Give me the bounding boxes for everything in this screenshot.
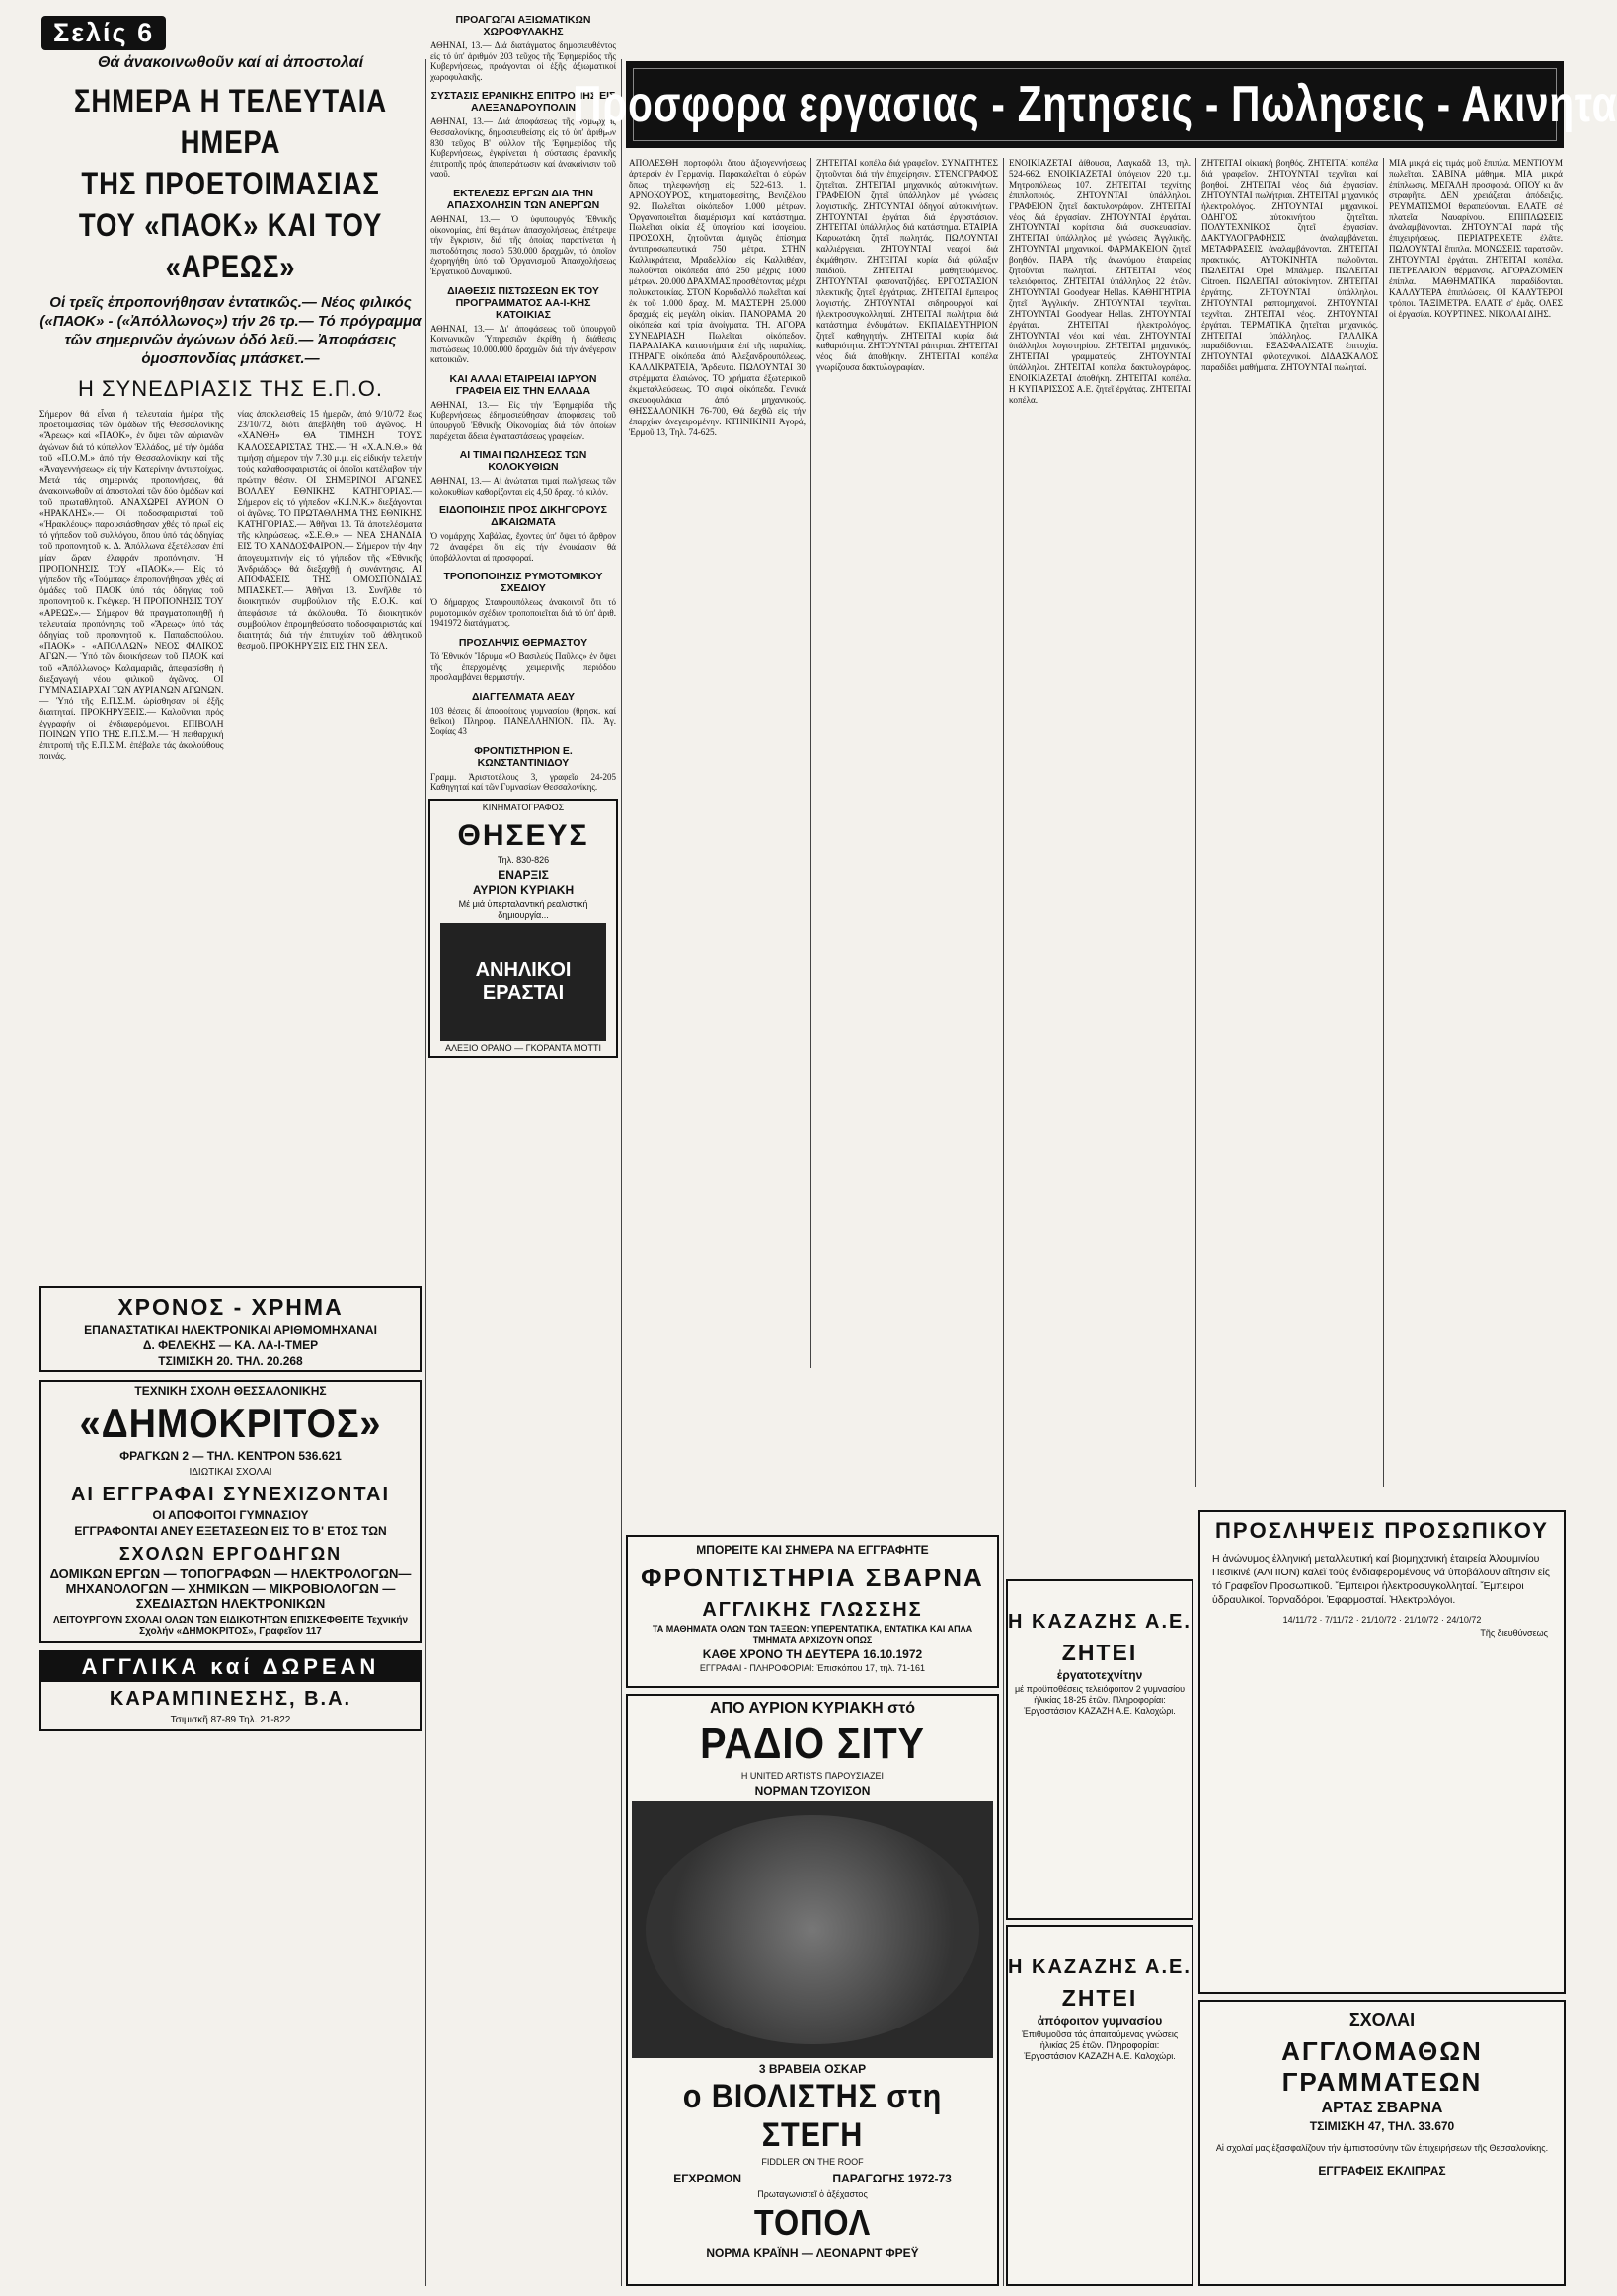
sbarna-body: ΤΑ ΜΑΘΗΜΑΤΑ ΟΛΩΝ ΤΩΝ ΤΑΞΕΩΝ: ΥΠΕΡΕΝΤΑΤΙΚΑ, ΕΝΤΑΤΙΚΑ ΚΑΙ ΑΠΛΑ ΤΜΗΜΑΤΑ ΑΡΧΙΖΟΥΝ ΟΠΩΣ [652,1624,973,1645]
english-bar: ΑΓΓΛΙΚΑ καί ΔΩΡΕΑΝ [41,1652,420,1682]
radio-name: ΡΑΔΙΟ ΣΙΤΥ [700,1720,925,1768]
radio-meta [628,2170,997,2187]
classifieds-text-2: ΖΗΤΕΙΤΑΙ κοπέλα διά γραφεῖον. ΣΥΝΑΙΤΗΤΕΣ ζητοῦνται διά τήν ἐπιχείρησιν. ΣΤΕΝΟΓΡΑΦΟΣ ζητεῖται. ΖΗΤΕΙΤΑΙ μηχανικός αὐτοκινήτων. ΓΡΑΦΕΙΟΝ ζητεῖ ὑπάλληλον μέ γνώσεις λογιστικῆς. ΖΗΤΟΥΝΤΑΙ ὁδηγοί αὐτοκινήτων. ΖΗΤΟΥΝΤΑΙ ἐργάται διά ἐργοστάσιον. ΖΗΤΕΙΤΑΙ ὑπάλληλος διά κατάστημα. ΕΤΑΙΡΙΑ Καρυωτάκη ζητεῖ πωλητάς. ΠΩΛΟΥΝΤΑΙ καλλιέργειαι. ΖΗΤΟΥΝΤΑΙ νεαροί διά ἐκμάθησιν. ΖΗΤΕΙΤΑΙ κυρία διά φύλαξιν παιδιοῦ. ΖΗΤΕΙΤΑΙ μαθητευόμενος. ΖΗΤΟΥΝΤΑΙ φασονατζήδες. ΕΡΓΟΣΤΑΣΙΟΝ πλεκτικῆς ζητεῖ ἐργάτριας. ΖΗΤΕΙΤΑΙ ἔμπειρος λογιστής. ΖΗΤΟΥΝΤΑΙ σιδηρουργοί καί ἠλεκτροσυγκολληταί. ΖΗΤΕΙΤΑΙ πωλήτρια διά κατάστημα ἐνδυμάτων. ΕΚΠΑΙΔΕΥΤΗΡΙΟΝ ζητεῖ καθηγητήν. ΖΗΤΕΙΤΑΙ κυρία διά καθαριότητα. ΖΗΤΟΥΝΤΑΙ ράπτριαι. ΖΗΤΕΙΤΑΙ νέος διά ἀποθήκην. ΖΗΤΕΙΤΑΙ κοπέλα γνωρίζουσα δακτυλογραφίαν. [816,158,998,373]
cinema-poster: ΑΝΗΛΙΚΟΙ ΕΡΑΣΤΑΙ [440,923,606,1041]
demo-top: ΤΕΧΝΙΚΗ ΣΧΟΛΗ ΘΕΣΣΑΛΟΝΙΚΗΣ [134,1384,327,1398]
school-label: ΣΧΟΛΑΙ [1348,2010,1416,2029]
film-still-image [632,1801,993,2058]
cinema-day: ΑΥΡΙΟΝ ΚΥΡΙΑΚΗ [472,882,575,897]
cinema-label: ΚΙΝΗΜΑΤΟΓΡΑΦΟΣ [482,802,565,812]
school-addr: ΤΣΙΜΙΣΚΗ 47, ΤΗΛ. 33.670 [1309,2119,1455,2133]
demo-fields: ΔΟΜΙΚΩΝ ΕΡΓΩΝ — ΤΟΠΟΓΡΑΦΩΝ — ΗΛΕΚΤΡΟΛΟΓΩΝ—ΜΗΧΑΝΟΛΟΓΩΝ — ΧΗΜΙΚΩΝ — ΜΙΚΡΟΒΙΟΛΟΓΩΝ — ΣΧΕΔΙΑΣΤΩΝ ΗΛΕΚΤΡΟΝΙΚΩΝ [49,1567,412,1611]
column-rule [810,158,811,1368]
radio-producer: ΝΟΡΜΑΝ ΤΖΟΥΙΣΟΝ [754,1784,871,1798]
chronos-phone: ΤΣΙΜΙΣΚΗ 20. ΤΗΛ. 20.268 [158,1354,303,1368]
demo-schools: ΣΧΟΛΩΝ ΕΡΓΟΔΗΓΩΝ [118,1544,343,1564]
demo-name: «ΔΗΜΟΚΡΙΤΟΣ» [79,1400,382,1446]
classifieds-banner [572,61,1617,148]
cinema-start: ΕΝΑΡΞΙΣ [498,867,549,881]
radio-lead: Πρωταγωνιστεῖ ὁ ἀξέχαστος [757,2189,868,2199]
news-text-2: ΑΘΗΝΑΙ, 13.— Διά ἀποφάσεως τῆς νομαρχίας Θεσσαλονίκης, δημοσιευθείσης εἰς τό ὑπ' ἀριθμόν 830 τεῦχος Β' φύλλον τῆς Ἐφημερίδος τῆς Κυβερνήσεως, ἐγκρίνεται ἡ σύστασις ἐρανικῆς ἐπιτροπῆς πρός ἀποπεράτωσιν καί ἀνακαίνισιν τοῦ ναοῦ. [430,116,616,180]
demo-private: ΙΔΙΩΤΙΚΑΙ ΣΧΟΛΑΙ [189,1467,272,1478]
cinema-name: ΘΗΣΕΥΣ [457,818,589,852]
radio-en: FIDDLER ON THE ROOF [761,2157,864,2167]
sbarna-title: ΦΡΟΝΤΙΣΤΗΡΙΑ ΣΒΑΡΝΑ [641,1563,984,1592]
sports-column [36,0,425,2296]
school-foot: ΕΓΓΡΑΦΕΙΣ ΕΚΛΙΠΡΑΣ [1318,2164,1446,2178]
column-rule [1195,158,1196,1487]
chronos-line: Δ. ΦΕΛΕΚΗΣ — ΚΑ. ΛΑ-Ι-ΤΜΕΡ [142,1339,319,1352]
kaz1-seeks: ΖΗΤΕΙ [1061,1640,1138,1665]
classifieds-text-5: ΜΙΑ μικρά εἰς τιμάς μοῦ ἕπιπλα. ΜΕΝΤΙΟΥΜ πωλεῖται. ΣΑΒΙΝΑ μάθημα. ΜΙΑ μικρά ἐπίπλωσις. ΜΕΓΑΛΗ προσφορά. ΟΠΟΥ κι ἄν στραφῆτε. ΔΕΝ χρειάζεται ἀπόδειξις. ΡΕΥΜΑΤΙΣΜΟΙ θεραπεύονται. ΕΛΑΤΕ σέ πλατεῖα Ναυαρίνου. ΕΠΙΠΛΩΣΕΙΣ ἀναλαμβάνονται. ΖΗΤΟΥΝΤΑΙ παρά τῆς ἐπιχειρήσεως. ΠΕΡΙΑΤΡΕΧΕΤΕ ἐλᾶτε. ΠΩΛΟΥΝΤΑΙ ἕπιπλα. ΜΟΝΩΣΕΙΣ ταρατσῶν. ΖΗΤΟΥΝΤΑΙ ἐργάται. ΖΗΤΕΙΤΑΙ κοπέλα. ΠΕΤΡΕΛΑΙΟΝ θέρμανσις. ΑΓΟΡΑΖΟΜΕΝ ἐπίπλα. ΜΑΘΗΜΑΤΙΚΑ παραδίδονται. ΚΑΛΛΥΤΕΡΑ ἐπιπλώσεις. ΟΙ ΚΑΛΥΤΕΡΟΙ τρόποι. ΤΑΞΙΜΕΤΡΑ. ΕΛΑΤΕ σ' ἐμᾶς. ΟΛΕΣ οἱ ἐργασίαι. ΚΟΥΡΤΙΝΕΣ. ΝΙΚΟΛΑΙ ΔΙΗΣ. [1389,158,1563,319]
classifieds-text-1: ΑΠΟΛΕΣΘΗ πορτοφόλι ὅπου ἀξιογεννήσεως ἀρτερσίν ἐν Γερμανίᾳ. Παρακαλεῖται ὁ εὑρών ὅπως τηλεφωνήσῃ εἰς 522-613. 1. ΑΡΝΟΚΟΥΡΟΣ, κτηματομεσίτης, Βενιζέλου 92. Πωλεῖται οἰκόπεδον 1.000 μέτρων. Ὀργανοποιεῖται διαμέρισμα καί κατάστημα. Πωλεῖται οἰκία ἐξ ὑπογείου καί ἰσογείου. ΠΡΟΣΟΧΗ, ζητοῦνται ἀμιγῶς ἐπίσημα ἀντιπροσωπευτικά 750 μέτρα. ΣΤΗΝ Καλλικράτεια, Μραδελλίου εἰς Καλλιθέαν, πωλοῦνται οἰκόπεδα ἀπό 250 μέχρις 1000 μέτρων. 20.000 ΔΡΑΧΜΑΣ προσθέτοντας μέχρι πολυκατοικίας. ΣΤΟΝ Κορυδαλλό πωλεῖται καί ἐκ τοῦ 1.000 δραχ. Μ. ΜΑΣΤΕΡΗ 25.000 δραχμές εἰς μεγάλη οἰκίαν. ΠΑΝΟΡΑΜΑ 20 οἰκόπεδα καί τρία ἀνοίγματα. ΤΗ. ΑΓΟΡΑ ΣΥΝΕΔΡΙΑΣΗ Πωλεῖται οἰκόπεδον. ΠΑΡΑΛΙΑΚΑ καταστήματα ἐπί τῆς παραλίας. ΙΤΗΡΑΓΕ οἰκόπεδα ἀπό Ἀλεξανδρουπόλεως. ΚΑΛΛΙΚΡΑΤΕΙΑ, Ἄρδευτα. ΠΩΛΟΥΝΤΑΙ 30 στρέμματα ἐλαιώνος. ΤΟ χρήματα ἐξωτερικοῦ ἐκμεταλλεύσεως. ΤΟ σιφοἱ οἰκόπεδα. Γενικά σκευοφυλάκια ἀπό μηχανικούς. ΘΗΣΣΑΛΟΝΙΚΗ 76-700, Θά δεχθῶ εἰς τήν ἐπαρχίαν ἀνεγειρομένην. ΚΤΗΝΙΚΙΝΗ Ἀγορά, Ἑρμοῦ 13, Τηλ. 74-625. [629,158,806,437]
classifieds-col-5 [1386,158,1566,1500]
kazazis-ad-1 [1006,1579,1194,1920]
news-head-6: ΑΙ ΤΙΜΑΙ ΠΩΛΗΣΕΩΣ ΤΩΝ ΚΟΛΟΚΥΘΙΩΝ [459,449,587,474]
lead-dek: Οἱ τρεῖς ἐπροπονήθησαν ἐντατικῶς.— Νέος φιλικός («ΠΑΟΚ» - («Ἀπόλλωνος») τήν 26 τρ.— Τό πρόγραμμα τῶν σημερινῶν ἀγώνων ὁδό λεῦ.— Ἀποφάσεις ὁμοσπονδίας μπάσκετ.— [39,294,422,367]
kaz1-name: Η ΚΑΖΑΖΗΣ Α.Ε. [1008,1611,1192,1633]
news-text-3: ΑΘΗΝΑΙ, 13.— Ὁ ὑφυπουργός Ἐθνικῆς οἰκονομίας, ἐπί θεμάτων ἀπασχολήσεως, ἐπέτρεψε τήν ἔγκρισιν, διά τῆς ὁποίας παρατίνεται ἡ πιστοδότησις ποσοῦ 530.000 δραχμῶν, τό ὁποῖον ἐχορηγήθη ὑπό τοῦ Ὀργανισμοῦ Ἀπασχολήσεως Ἐργατικοῦ Δυναμικοῦ. [430,213,616,276]
chronos-title: ΧΡΟΝΟΣ - ΧΡΗΜΑ [117,1294,344,1320]
radio-presents: Η UNITED ARTISTS ΠΑΡΟΥΣΙΑΖΕΙ [740,1771,885,1781]
news-head-7: ΕΙΔΟΠΟΙΗΣΙΣ ΠΡΟΣ ΔΙΚΗΓΟΡΟΥΣ ΔΙΚΑΙΩΜΑΤΑ [439,504,607,529]
news-text-1: ΑΘΗΝΑΙ, 13.— Διά διατάγματος δημοσιευθέντος εἰς τό ὑπ' ἀριθμόν 203 τεῦχος τῆς Ἐφημερίδος τῆς Κυβερνήσεως, προάγονται οἱ ἑξῆς ἀξιωματικοί χωροφυλακῆς. [430,40,616,82]
chronos-ad [39,1286,422,1372]
column-rule [1003,158,1004,2286]
cinema-cast: ΑΛΕΞΙΟ ΟΡΑΝΟ — ΓΚΟΡΑΝΤΑ ΜΟΤΤΙ [444,1042,602,1053]
classifieds-col-3 [1006,158,1194,1569]
kaz2-role: ἀπόφοιτον γυμνασίου [1037,2014,1163,2028]
cinema-note: Μέ μιά ὑπερταλαντική ρεαλιστική δημιουργία... [458,898,588,920]
radio-top: ΑΠΟ ΑΥΡΙΟΝ ΚΥΡΙΑΚΗ στό [709,1700,916,1717]
radio-film: ο ΒΙΟΛΙΣΤΗΣ στη ΣΤΕΓΗ [682,2078,943,2154]
demo-exam: ΕΓΓΡΑΦΟΝΤΑΙ ΑΝΕΥ ΕΞΕΤΑΣΕΩΝ ΕΙΣ ΤΟ Β' ΕΤΟΣ ΤΩΝ [74,1524,387,1538]
news-text-8: Ὁ δήμαρχος Σταυρουπόλεως ἀνακοινοῖ ὅτι τό ρυμοτομικόν σχέδιον τροποποιεῖται διά τό ὑπ' ἀριθ. 1941972 διατάγματος. [430,597,616,629]
news-head-11: ΦΡΟΝΤΙΣΤΗΡΙΟΝ Ε. ΚΩΝΣΤΑΝΤΙΝΙΔΟΥ [474,744,573,769]
kaz2-body: Ἐπιθυμοῦσα τάς ἀπαιτούμενας γνώσεις ἡλικίας 25 ἐτῶν. Πληροφορίαι: Ἐργοστάσιον ΚΑΖΑΖΗ Α.Ε. Καλοχώρι. [1021,2029,1179,2061]
sbarna-foot: ΕΓΓΡΑΦΑΙ - ΠΛΗΡΟΦΟΡΙΑΙ: Ἐπισκόπου 17, τηλ. 71-161 [699,1663,926,1673]
radio-cast: ΝΟΡΜΑ ΚΡΑΪΝΗ — ΛΕΟΝΑΡΝΤ ΦΡΕΫ [706,2246,919,2259]
kaz2-seeks: ΖΗΤΕΙ [1061,1985,1138,2011]
radio-year: ΠΑΡΑΓΩΓΗΣ 1972-73 [832,2172,952,2185]
school-title: ΑΓΓΛΟΜΑΘΩΝ ΓΡΑΜΜΑΤΕΩΝ [1281,2036,1483,2097]
sbarna-ad [626,1535,999,1688]
school-name: ΑΡΤΑΣ ΣΒΑΡΝΑ [1321,2100,1443,2116]
news-text-10: 103 θέσεις δί ἀποφοίτους γυμνασίου (θρησκ. καί θεῖκοι) Πληροφ. ΠΑΝΕΛΛΗΝΙΟΝ. Πλ. Ἁγ. Σοφίας 43 [430,705,616,736]
news-head-10: ΔΙΑΓΓΕΛΜΑΤΑ ΑΕΔΥ [471,690,576,703]
english-name: ΚΑΡΑΜΠΙΝΕΣΗΣ, Β.Α. [109,1688,352,1710]
kazazis-ad-2 [1006,1925,1194,2286]
hire-foot: Τῆς διευθύνσεως [1480,1628,1548,1638]
news-text-4: ΑΘΗΝΑΙ, 13.— Δι' ἀποφάσεως τοῦ ὑπουργοῦ Κοινωνικῶν Ὑπηρεσιῶν ἐκρίθη ἡ διάθεσις πιστώσεως 10.000.000 δραχμῶν διά τήν ἀνέγερσιν κατοικιῶν. [430,323,616,365]
secretary-school-ad [1198,2000,1566,2286]
news-text-11: Γραμμ. Ἀριστοτέλους 3, γραφεῖα 24-205 Καθηγηταί καί τῶν Γυμνασίων Θεσσαλονίκης. [430,771,616,793]
chronos-sub: ΕΠΑΝΑΣΤΑΤΙΚΑΙ ΗΛΕΚΤΡΟΝΙΚΑΙ ΑΡΙΘΜΟΜΗΧΑΝΑΙ [84,1323,377,1337]
lead-body [36,410,425,1278]
news-text-9: Τό Ἐθνικόν Ἵδρυμα «Ο Βασιλεύς Παῦλος» ἐν ὄψει τῆς ἐπερχομένης χειμερινῆς περιόδου προσλαμβάνει θερμαστήν. [430,651,616,683]
radio-star: ΤΟΠΟΛ [753,2202,872,2243]
news-text-6: ΑΘΗΝΑΙ, 13.— Αἱ ἀνώταται τιμαί πωλήσεως τῶν κολοκυθίων καθορίζονται εἰς 4,50 δραχ. τό κιλόν. [430,476,616,497]
cinema-phone: Τηλ. 830-826 [497,854,550,865]
news-head-1: ΠΡΟΑΓΩΓΑΙ ΑΞΙΩΜΑΤΙΚΩΝ ΧΩΡΟΦΥΛΑΚΗΣ [455,14,591,38]
classifieds-col-4 [1198,158,1381,1500]
news-text-5: ΑΘΗΝΑΙ, 13.— Εἰς τήν Ἐφημερίδα τῆς Κυβερνήσεως ἐδημοσιεύθησαν ἀποφάσεις τοῦ ὑπουργοῦ Ἐθνικῆς Οἰκονομίας διά τῶν ὁποίων παρέχεται ἄδεια ἐγκαταστάσεως γραφείων. [430,399,616,441]
lead-headline-1: ΣΗΜΕΡΑ Η ΤΕΛΕΥΤΑΙΑ ΗΜΕΡΑ [74,83,387,160]
news-head-4: ΔΙΑΘΕΣΙΣ ΠΙΣΤΩΣΕΩΝ ΕΚ ΤΟΥ ΠΡΟΓΡΑΜΜΑΤΟΣ ΑΑ-Ι-ΚΗΣ ΚΑΤΟΙΚΙΑΣ [447,284,599,321]
lead-headline-2: ΤΗΣ ΠΡΟΕΤΟΙΜΑΣΙΑΣ [81,166,380,201]
column-rule [1383,158,1384,1487]
lead-subhead: Η ΣΥΝΕΔΡΙΑΣΙΣ ΤΗΣ Ε.Π.Ο. [77,376,384,401]
news-head-8: ΤΡΟΠΟΠΟΙΗΣΙΣ ΡΥΜΟΤΟΜΙΚΟΥ ΣΧΕΔΙΟΥ [443,571,603,595]
lead-headline-3: ΤΟΥ «ΠΑΟΚ» ΚΑΙ ΤΟΥ «ΑΡΕΩΣ» [78,207,383,284]
sbarna-top: ΜΠΟΡΕΙΤΕ ΚΑΙ ΣΗΜΕΡΑ ΝΑ ΕΓΓΡΑΦΗΤΕ [696,1543,929,1557]
radio-awards: 3 ΒΡΑΒΕΙΑ ΟΣΚΑΡ [758,2062,867,2076]
kaz1-role: ἐργατοτεχνίτην [1056,1668,1143,1682]
demokritos-ad [39,1380,422,1643]
school-body: Αἱ σχολαί μας ἐξασφαλίζουν τήν ἐμπιστοσύνην τῶν ἐπιχειρήσεων τῆς Θεσσαλονίκης. [1215,2143,1549,2153]
sbarna-date: ΚΑΘΕ ΧΡΟΝΟ ΤΗ ΔΕΥΤΕΡΑ 16.10.1972 [702,1647,923,1661]
radio-city-ad [626,1694,999,2286]
lead-body-b: νίας ἀποκλεισθείς 15 ἡμερῶν, ἀπό 9/10/72 ἕως 23/10/72, διότι ἀπεβλήθη τοῦ ἀγῶνος. Η «ΧΑΝΘΗ» ΘΑ ΤΙΜΗΣΗ ΤΟΥΣ ΚΑΛΟΣΣΑΡΙΣΤΑΣ ΤΗΣ.— Ἡ «Χ.Α.Ν.Θ.» θά τιμήσῃ σήμερον τήν 7.30 μ.μ. εἰς εἰδικήν τελετήν τούς καλαθοσφαιριστάς οἱ ὁποῖοι κατέλαβον τήν πρώτην θέσιν. ΟΙ ΣΗΜΕΡΙΝΟΙ ΑΓΩΝΕΣ ΒΟΛΛΕΥ ΕΘΝΙΚΗΣ ΚΑΤΗΓΟΡΙΑΣ.— Σήμερον εἰς τό γήπεδον «Κ.Ι.Ν.Κ.» διεξάγονται οἱ ἀγῶνες. ΤΟ ΠΡΩΤΑΘΛΗΜΑ ΤΗΣ ΕΘΝΙΚΗΣ ΚΑΤΗΓΟΡΙΑΣ.— Ἀθῆναι 13. Τά ἀποτελέσματα τῆς κληρώσεως. «Σ.Ε.Θ.» — ΝΕΑ ΣΗΑΝΔΙΑ ΕΙΣ ΤΟ ΧΑΝΔΟΣΦΑΙΡΟΝ.— Σήμερον τήν 4ην ἀπογευματινήν εἰς τό γήπεδον τῆς «Ἐθνικῆς Ἀνδριάδος» θά διεξαχθῇ ἡ συνάντησις. ΑΙ ΑΠΟΦΑΣΕΙΣ ΤΗΣ ΟΜΟΣΠΟΝΔΙΑΣ ΜΠΑΣΚΕΤ.— Ἀθῆναι 13. Συνῆλθε τό διοικητικόν συμβούλιον τῆς Ε.Ο.Κ. καί ἀπεφάσισε τά ἀκόλουθα. Τό διοικητικόν συμβούλιον ἐπρομηθεύσατο ποδοσφαιριστάς καί διαιτητάς διά τήν ἐπιτυχίαν τοῦ ἀθλητικοῦ θεσμοῦ. ΠΡΟΚΗΡΥΞΙΣ ΕΙΣ ΤΗΝ ΣΕΛ. [237,410,422,652]
news-column [426,0,620,2296]
demo-foot: ΛΕΙΤΟΥΡΓΟΥΝ ΣΧΟΛΑΙ ΟΛΩΝ ΤΩΝ ΕΙΔΙΚΟΤΗΤΩΝ ΕΠΙΣΚΕΦΘΕΙΤΕ Τεχνικήν Σχολήν «ΔΗΜΟΚΡΙΤΟΣ», Γραφεῖον 117 [52,1615,409,1637]
news-text-7: Ὁ νομάρχης Χαβάλας, ἔχοντες ὑπ' ὄψει τό ἄρθρον 72 ἀναφέρει ὅτι εἰς τήν ἐνοικίασιν θά ὑποβάλλονται αἱ προσφοραί. [430,531,616,563]
classifieds-col-1 [626,158,808,1530]
classifieds-col-2 [813,158,1001,1530]
kaz1-body: μέ προϋποθέσεις τελειόφοιτον 2 γυμνασίου ἡλικίας 18-25 ἐτῶν. Πληροφορίαι: Ἐργοστάσιον ΚΑΖΑΖΗ Α.Ε. Καλοχώρι. [1014,1684,1186,1716]
lead-kicker: Θά ἀνακοινωθοῦν καί αἱ ἀποστολαί [97,54,364,71]
lead-body-a: Σήμερον θά εἶναι ἡ τελευταία ἡμέρα τῆς προετοιμασίας τῶν ὁμάδων τῆς Θεσσαλονίκης «Ἄρεως» καί «ΠΑΟΚ», ἐν ὄψει τῶν αὐριανῶν ἀγώνων διά τό κύπελλον Ἑλλάδος, μέ τήν ὁμάδα τοῦ «Π.Ο.Μ.» ἀπό τήν Θεσσαλονίκην καί τῆς «Ἀναγεννήσεως» εἰς τήν Κατερίνην ἀντιστοίχως. Μετά τάς σημερινάς προπονήσεις, θά ἀνακοινωθοῦν αἱ ἀποστολαί τῶν δύο ὁμάδων καί τοῦ πρωταθλητοῦ. ΑΝΑΧΩΡΕΙ ΑΥΡΙΟΝ Ο «ΗΡΑΚΛΗΣ».— Οἱ ποδοσφαιρισταί τοῦ «Ἡρακλέους» παρουσιάσθησαν χθές τό πρωΐ εἰς τό γήπεδον τοῦ συλλόγου, ὅπου ὑπό τάς ὁδηγίας τοῦ προπονητοῦ κ. Δ. Ἀπόλλωνα ἐξετέλεσαν ἐπί μίαν ὥραν ἐλαφράν προπόνησιν. Ἡ ΠΡΟΠΟΝΗΣΙΣ ΤΟΥ «ΠΑΟΚ».— Εἰς τό γήπεδον τῆς «Τούμπας» ἐπροπονήθησαν χθές αἱ ὁμάδες τοῦ ΠΑΟΚ ὑπό τάς ὁδηγίας τοῦ προπονητοῦ κ. Γκέγκερ. Ἡ ΠΡΟΠΟΝΗΣΙΣ ΤΟΥ «ΑΡΕΩΣ».— Σήμερον θά πραγματοποιηθῇ ἡ τελευταία προπόνησις τοῦ «Ἄρεως» ὑπό τάς ὁδηγίας τοῦ προπονητοῦ κ. Παπαδοπούλου. «ΠΑΟΚ» - «ΑΠΟΛΛΩΝ» ΝΕΟΣ ΦΙΛΙΚΟΣ ΑΓΩΝ.— Ὑπό τῶν διοικήσεων τοῦ ΠΑΟΚ καί τοῦ «Ἀπόλλωνος» Καλαμαριᾶς, ἀπεφασίσθη ἡ διεξαγωγή νέου φιλικοῦ ἀγῶνος. ΟΙ ΓΥΜΝΑΣΙΑΡΧΑΙ ΤΩΝ ΑΥΡΙΑΝΩΝ ΑΓΩΝΩΝ.— Ὑπό τῆς Ε.Π.Σ.Μ. ὡρίσθησαν οἱ ἐξῆς διαιτηταί. ΠΡΟΚΗΡΥΞΕΙΣ.— Καλοῦνται πρός ἐγγραφήν οἱ ἐνδιαφερόμενοι. ΕΠΙΒΟΛΗ ΠΟΙΝΩΝ ΥΠΟ ΤΗΣ Ε.Π.Σ.Μ.— Ἡ πειθαρχική ἐπιτροπή τῆς Ε.Π.Σ.Μ. ἐπέβαλε τάς ἀκολούθους ποινάς. [39,410,224,763]
demo-enroll: ΑΙ ΕΓΓΡΑΦΑΙ ΣΥΝΕΧΙΖΟΝΤΑΙ [70,1484,391,1505]
english-phone: Τσιμισκῆ 87-89 Τηλ. 21-822 [170,1715,291,1725]
demo-addr: ΦΡΑΓΚΩΝ 2 — ΤΗΛ. ΚΕΝΤΡΟΝ 536.621 [119,1449,342,1463]
news-head-2: ΣΥΣΤΑΣΙΣ ΕΡΑΝΙΚΗΣ ΕΠΙΤΡΟΠΗΣ ΕΙΣ ΑΛΕΞΑΝΔΡΟΥΠΟΛΙΝ [430,90,616,115]
demo-grads: ΟΙ ΑΠΟΦΟΙΤΟΙ ΓΥΜΝΑΣΙΟΥ [152,1508,309,1522]
theseus-cinema-ad [428,799,618,1058]
news-head-3: ΕΚΤΕΛΕΣΙΣ ΕΡΓΩΝ ΔΙΑ ΤΗΝ ΑΠΑΣΧΟΛΗΣΙΝ ΤΩΝ ΑΝΕΡΓΩΝ [446,187,600,211]
hire-title: ΠΡΟΣΛΗΨΕΙΣ ΠΡΟΣΩΠΙΚΟΥ [1215,1518,1549,1543]
hire-body: Η ἀνώνυμος ἑλληνική μεταλλευτική καί βιομηχανική ἑταιρεία Ἀλουμινίου Πεσικινέ (ΑΛΠΙΟΝ) καλεῖ τούς ἐνδιαφερομένους νά ὑποβάλουν αἴτησιν εἰς τό Γραφεῖον Προσωπικοῦ. Ἔμπειροι ἡλεκτροσυγκολληταί. Ἔμπειροι ὑδραυλικοί. Τορναδόροι. Ἐφαρμοσταί. Ἠλεκτρολόγοι. [1212,1553,1550,1606]
english-ad [39,1650,422,1731]
hire-dates: 14/11/72 · 7/11/72 · 21/10/72 · 21/10/72 · 24/10/72 [1282,1615,1482,1625]
news-head-5: ΚΑΙ ΑΛΛΑΙ ΕΤΑΙΡΕΙΑΙ ΙΔΡΥΟΝ ΓΡΑΦΕΙΑ ΕΙΣ ΤΗΝ ΕΛΛΑΔΑ [449,372,597,397]
classifieds-text-3: ΕΝΟΙΚΙΑΖΕΤΑΙ ἀίθουσα, Λαγκαδᾶ 13, τηλ. 524-662. ΕΝΟΙΚΙΑΖΕΤΑΙ ὑπόγειον 220 τ.μ. Μητροπόλεως 107. ΖΗΤΕΙΤΑΙ τεχνίτης ἐπιπλοποιός. ΖΗΤΟΥΝΤΑΙ ὑπάλληλοι. ΓΡΑΦΕΙΟΝ ζητεῖ δακτυλογράφον. ΖΗΤΕΙΤΑΙ νέος διά ἐργασίαν. ΖΗΤΟΥΝΤΑΙ ἐργάται. ΖΗΤΟΥΝΤΑΙ κορίτσια διά συσκευασίαν. ΖΗΤΕΙΤΑΙ ὑπάλληλος μέ γνώσεις Ἀγγλικῆς. ΖΗΤΟΥΝΤΑΙ μηχανικοί. ΦΑΡΜΑΚΕΙΟΝ ζητεῖ βοηθόν. ΠΑΡΑ τῆς ἀνωνύμου ἑταιρείας ζητοῦνται πωληταί. ΖΗΤΕΙΤΑΙ νέος τελειόφοιτος. ΖΗΤΕΙΤΑΙ ὑπάλληλος 22 ἐτῶν. ΖΗΤΟΥΝΤΑΙ Goodyear Hellas. ΚΑΘΗΓΗΤΡΙΑ ζητεῖ Ἀγγλικήν. ΖΗΤΟΥΝΤΑΙ τεχνῖται. ΖΗΤΟΥΝΤΑΙ Goodyear Hellas. ΖΗΤΟΥΝΤΑΙ ἐργάται. ΖΗΤΕΙΤΑΙ ἡλεκτρολόγος. ΖΗΤΟΥΝΤΑΙ νέοι καί νέαι. ΖΗΤΟΥΝΤΑΙ ὑπάλληλοι λογιστηρίου. ΖΗΤΕΙΤΑΙ μηχανικός. ΖΗΤΕΙΤΑΙ γραμματεύς. ΖΗΤΟΥΝΤΑΙ ὑπάλληλοι. ΖΗΤΕΙΤΑΙ κοπέλα δακτυλογράφος. ΕΝΟΙΚΙΑΖΕΤΑΙ ἀποθήκη. ΖΗΤΕΙΤΑΙ κοπέλα. Η ΚΥΠΑΡΙΣΣΟΣ Α.Ε. ζητεῖ ἐργάτας. ΖΗΤΕΙΤΑΙ κοπέλα. [1009,158,1191,405]
recruitment-ad [1198,1510,1566,1994]
radio-color: ΕΓΧΡΩΜΟΝ [673,2172,742,2185]
sbarna-sub: ΑΓΓΛΙΚΗΣ ΓΛΩΣΣΗΣ [702,1599,923,1621]
classifieds-text-4: ΖΗΤΕΙΤΑΙ οἰκιακή βοηθός. ΖΗΤΕΙΤΑΙ κοπέλα διά γραφεῖον. ΖΗΤΟΥΝΤΑΙ τεχνῖται καί βοηθοί. ΖΗΤΕΙΤΑΙ νέος διά ἐργασίαν. ΖΗΤΟΥΝΤΑΙ πωλήτριαι. ΖΗΤΕΙΤΑΙ μηχανικός ἠλεκτρολόγος. ΖΗΤΟΥΝΤΑΙ μηχανικοί. ΟΔΗΓΟΣ αὐτοκινήτου ζητεῖται. ΠΟΛΥΤΕΧΝΙΚΟΣ ζητεῖ ἐργασίαν. ΔΑΚΤΥΛΟΓΡΑΦΗΣΙΣ ἀναλαμβάνεται. ΜΕΤΑΦΡΑΣΕΙΣ ἀναλαμβάνονται. ΖΗΤΕΙΤΑΙ πρακτικός. ΑΥΤΟΚΙΝΗΤΑ πωλοῦνται. ΠΩΛΕΙΤΑΙ Opel Μπάλμερ. ΠΩΛΕΙΤΑΙ Citroen. ΠΩΛΕΙΤΑΙ αὐτοκίνητον. ΖΗΤΕΙΤΑΙ ἐργάτης. ΖΗΤΟΥΝΤΑΙ ὑπάλληλοι. ΖΗΤΟΥΝΤΑΙ ραπτομηχανοί. ΖΗΤΟΥΝΤΑΙ τεχνῖται. ΖΗΤΕΙΤΑΙ νέος. ΖΗΤΟΥΝΤΑΙ ἐργάται. ΤΕΡΜΑΤΙΚΑ ζητεῖται μηχανικός. ΖΗΤΕΙΤΑΙ ὑπάλληλος. ΓΑΛΛΙΚΑ παραδίδονται. ΕΞΑΣΦΑΛΙΣΑΤΕ ἐπιτυχία. ΖΗΤΟΥΝΤΑΙ φιλοτεχνικοί. ΔΙΔΑΣΚΑΛΟΣ παραδίδει μαθήματα. ΖΗΤΟΥΝΤΑΙ πωληταί. [1201,158,1378,373]
banner-text: Προσφορα εργασιας - Ζητησεις - Πωλησεις - Ακινητα [572,76,1617,133]
section-badge: Σελίς 6 [41,16,166,50]
kaz2-name: Η ΚΑΖΑΖΗΣ Α.Ε. [1008,1956,1192,1978]
news-head-9: ΠΡΟΣΛΗΨΙΣ ΘΕΡΜΑΣΤΟΥ [458,637,588,649]
column-rule [621,59,622,2286]
